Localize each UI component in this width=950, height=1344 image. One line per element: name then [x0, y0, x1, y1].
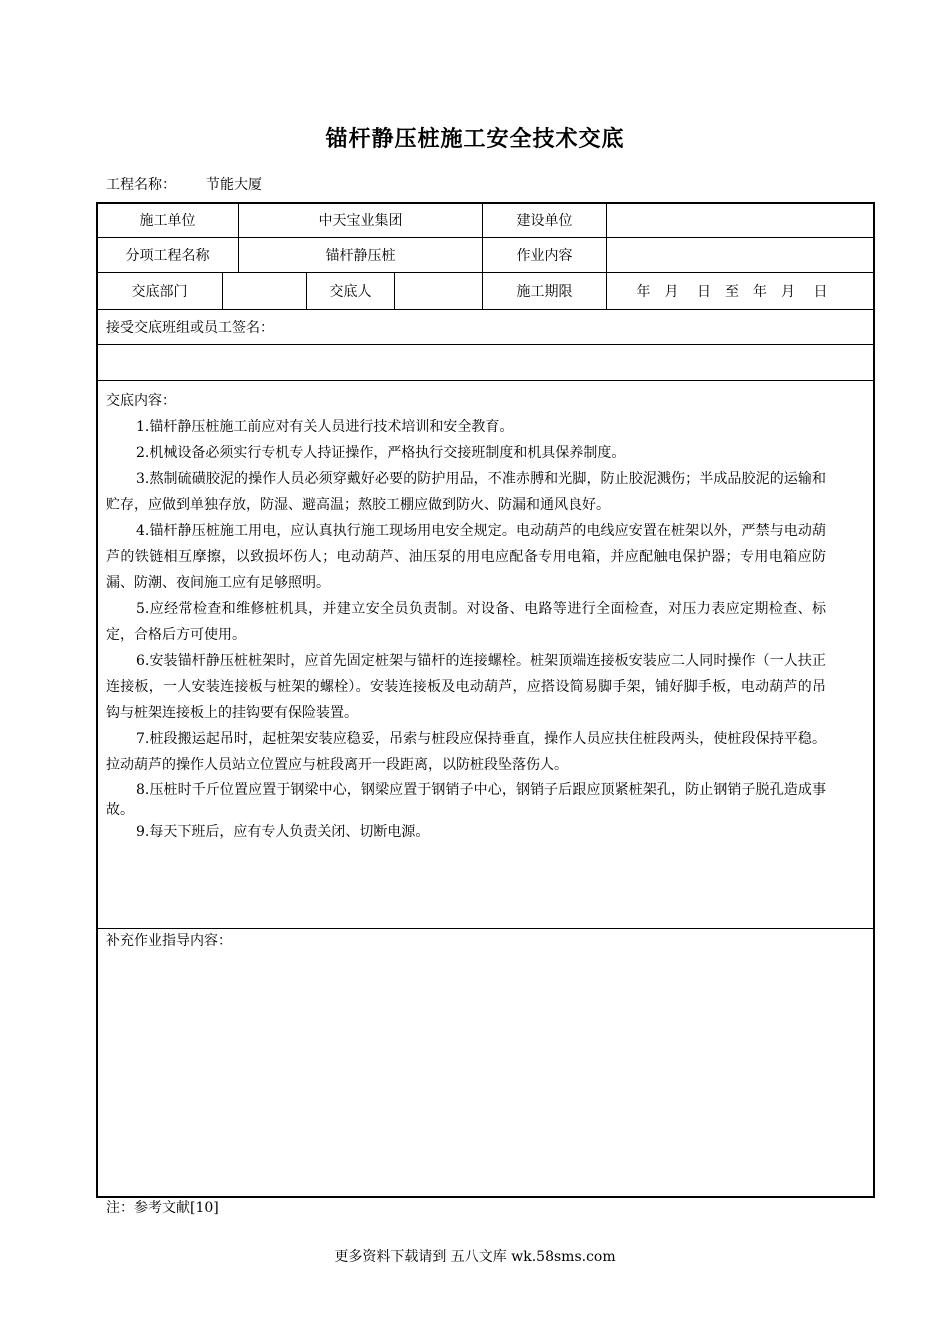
- content-item: 2.机械设备必须实行专机专人持证操作，严格执行交接班制度和机具保养制度。: [136, 445, 626, 461]
- project-name-value: 节能大厦: [206, 177, 262, 193]
- subproject-value: 锚杆静压桩: [325, 248, 396, 264]
- table-row-divider: [97, 928, 874, 929]
- table-row-divider: [97, 380, 874, 381]
- construction-period-label: 施工期限: [516, 284, 573, 300]
- project-name-line: [106, 174, 262, 194]
- table-row-divider: [97, 344, 874, 345]
- document-title: 锚杆静压桩施工安全技术交底: [325, 127, 625, 152]
- content-item: 5.应经常检查和维修桩机具，并建立安全员负责制。对设备、电路等进行全面检查，对压力表应定期检查、标定，合格后方可使用。: [106, 601, 826, 643]
- content-item: 1.锚杆静压桩施工前应对有关人员进行技术培训和安全教育。: [136, 419, 514, 435]
- owner-unit-label: 建设单位: [516, 213, 573, 229]
- content-item: 7.桩段搬运起吊时，起桩架安装应稳妥，吊索与桩段应保持垂直，操作人员应扶住桩段两头，使桩段保持平稳。拉动葫芦的操作人员站立位置应与桩段离开一段距离，以防桩段坠落伤人。: [106, 731, 826, 773]
- work-content-value: [607, 238, 874, 272]
- content-item: 9.每天下班后，应有专人负责关闭、切断电源。: [136, 824, 430, 840]
- project-name-label: 工程名称：: [106, 177, 176, 193]
- disclosure-dept-label: 交底部门: [131, 284, 188, 300]
- content-heading: 交底内容：: [106, 393, 176, 409]
- content-item: 3.熬制硫磺胶泥的操作人员必须穿戴好必要的防护用品，不准赤膊和光脚，防止胶泥溅伤；半成品胶泥的运输和贮存，应做到单独存放，防湿、避高温；熬胶工棚应做到防火、防漏和通风良好。: [106, 471, 826, 513]
- content-item: 8.压桩时千斤位置应置于钢梁中心，钢梁应置于钢销子中心，钢销子后跟应顶紧桩架孔，防止钢销子脱孔造成事故。: [106, 782, 826, 818]
- construction-unit-value: 中天宝业集团: [318, 213, 403, 229]
- disclosure-dept-value: [223, 273, 306, 309]
- subproject-label: 分项工程名称: [125, 248, 210, 264]
- footer-link-text: 更多资料下载请到 五八文库 wk.58sms.com: [334, 1249, 616, 1265]
- disclosure-content: [106, 388, 826, 842]
- supplement-label: 补充作业指导内容：: [106, 933, 232, 949]
- discloser-value: [395, 273, 482, 309]
- work-content-label: 作业内容: [516, 248, 573, 264]
- construction-unit-label: 施工单位: [139, 213, 196, 229]
- content-item: 4.锚杆静压桩施工用电，应认真执行施工现场用电安全规定。电动葫芦的电线应安置在桩架以外，严禁与电动葫芦的铁链相互摩擦，以致损坏伤人；电动葫芦、油压泵的用电应配备专用电箱，并应配触电保护器；专用电箱应防漏、防潮、夜间施工应有足够照明。: [106, 523, 826, 591]
- owner-unit-value: [607, 203, 874, 237]
- discloser-label: 交底人: [329, 284, 372, 300]
- signature-label: 接受交底班组或员工签名：: [106, 320, 274, 336]
- construction-period-value: 年 月 日 至 年 月 日: [636, 284, 828, 300]
- content-item: 6.安装锚杆静压桩桩架时，应首先固定桩架与锚杆的连接螺栓。桩架顶端连接板安装应二人同时操作（一人扶正连接板，一人安装连接板与桩架的螺栓）。安装连接板及电动葫芦，应搭设简易脚手架，铺好脚手板，电动葫芦的吊钩与桩架连接板上的挂钩要有保险装置。: [106, 653, 826, 721]
- reference-note: 注：参考文献[10]: [106, 1200, 219, 1216]
